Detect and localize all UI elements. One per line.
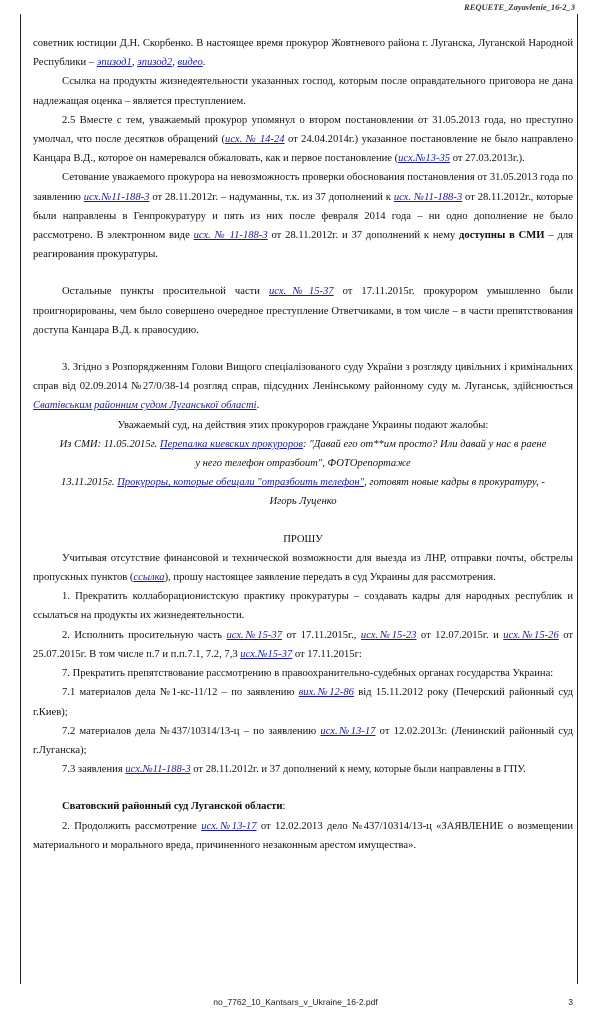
paragraph-prosecutor: советник юстиции Д.Н. Скорбенко. В настоящее время прокурор Жовтневого района г. Луганска, Луганской Народной Республики – эпизод1, эпизод2, видео. <box>33 38 573 69</box>
link-ref-11-188-3-b[interactable]: исх. №11-188-3 <box>393 191 463 203</box>
link-ref-15-37-c[interactable]: исх.№15-37 <box>240 648 293 660</box>
link-episode1[interactable]: эпизод1 <box>96 57 132 69</box>
link-ref-11-188-3-a[interactable]: исх.№11-188-3 <box>83 191 150 203</box>
link-source[interactable]: ссылка <box>133 572 165 584</box>
paragraph-media-2: 13.11.2015г. Прокуроры, которые обещали "отразбоить телефон", готовят новые кадры в прокуратуру, - Игорь Луценко <box>61 477 545 508</box>
paragraph-complaints-intro: Уважаемый суд, на действия этих прокуроров граждане Украины подают жалобы: <box>117 419 489 431</box>
paragraph-request-intro: Учитывая отсутствие финансовой и технической возможности для выезда из ЛНР, отправки почты, обстрелы пропускных пунктов (ссылка), прошу настоящее заявление передать в суд Украины для рассмотрения. <box>33 552 573 584</box>
link-ref-13-17-a[interactable]: исх.№13-17 <box>320 725 376 737</box>
link-episode2[interactable]: эпизод2 <box>137 57 173 69</box>
paragraph-reference: Ссылка на продукты жизнедеятельности указанных господ, которым после оправдательного приговора не дана надлежащая оценка – является преступлением. <box>33 76 573 107</box>
link-ref-15-37-b[interactable]: исх.№15-37 <box>226 629 283 641</box>
footer-filename: no_7762_10_Kantsars_v_Ukraine_16-2.pdf <box>213 997 378 1007</box>
heading-request: ПРОШУ <box>283 533 323 545</box>
paragraph-continue-case: 2. Продолжить рассмотрение исх.№13-17 от 12.02.2013 дело №437/10314/13-ц «ЗАЯВЛЕНИЕ о возмещении материального и морального вреда, причиненного незаконным арестом имущества». <box>33 820 573 851</box>
link-ref-13-35[interactable]: исх.№13-35 <box>398 153 451 165</box>
link-svatove-court[interactable]: Сватівським районним судом Луганської області <box>33 400 257 412</box>
paragraph-3-order: 3. Згідно з Розпорядженням Голови Вищого спеціалізованого суду України з розгляду цивільних і кримінальних справ від 02.09.2014 №27/0/38-14 розгляд справ, підсудних Ленінському районному суду м. Луганськ, здійснюється Сватівським районним судом Луганської області. <box>33 362 573 412</box>
paragraph-2-5: 2.5 Вместе с тем, уважаемый прокурор упомянул о втором постановлении от 31.05.2013 года, но преступно умолчал, что после десятков обращений (исх. № 14-24 от 24.04.2014г.) указанное постановление не было направлено Канцара В.Д., которое он намеревался обжаловать, как и первое постановление (исх.№13-35 от 27.03.2013г.). <box>33 114 573 165</box>
link-video[interactable]: видео <box>177 57 203 69</box>
paragraph-request-1: 1. Прекратить коллаборационистскую практику прокуратуры – создавать кадры для народных республик и ссылаться на продукты их жизнедеятельности. <box>33 591 573 622</box>
link-ref-11-188-3-d[interactable]: исх.№11-188-3 <box>125 764 191 776</box>
document-code: REQUETE_Zayavlenie_16-2_3 <box>464 2 575 12</box>
paragraph-item-7: 7. Прекратить препятствование рассмотрению в правоохранительно-судебных органах государства Украина: <box>62 668 554 680</box>
paragraph-complaint: Сетование уважаемого прокурора на невозможность проверки обоснования постановления от 31.05.2013 года по заявлению исх.№11-188-3 от 28.11.2012г. – надуманны, т.к. из 37 дополнений к исх. №11-188-3 от 28.11.2012г., которые были направлены в Генпрокуратуру и пять из них после февраля 2014 года – ни одно дополнение не было рассмотрено. В электронном виде исх. № 11-188-3 от 28.11.2012г. и 37 дополнений к нему доступны в СМИ – для реагирования прокуратуры. <box>33 172 573 261</box>
link-ref-15-23[interactable]: исх.№15-23 <box>360 629 417 641</box>
paragraph-request-2: 2. Исполнить просительную часть исх.№15-37 от 17.11.2015г., исх.№15-23 от 12.07.2015г. и исх.№15-26 от 25.07.2015г. В том числе п.7 и п.п.7.1, 7.2, 7,3 исх.№15-37 от 17.11.2015г: <box>33 629 574 660</box>
link-ref-11-188-3-c[interactable]: исх. № 11-188-3 <box>193 230 268 242</box>
link-media-2[interactable]: Прокуроры, которые обещали "отразбоить телефон" <box>117 477 365 489</box>
link-ref-14-24[interactable]: исх. № 14-24 <box>225 134 285 146</box>
link-ref-12-86[interactable]: вих.№12-86 <box>298 687 354 699</box>
link-ref-13-17-b[interactable]: исх.№13-17 <box>201 820 257 832</box>
link-ref-15-26[interactable]: исх.№15-26 <box>503 629 559 641</box>
document-body <box>33 34 573 855</box>
page-number: 3 <box>568 997 573 1007</box>
paragraph-remaining-points: Остальные пункты просительной части исх.№15-37 от 17.11.2015г. прокурором умышленно были проигнорированы, чем было совершено очередное преступление Ответчиками, в том числе – в части препятствования доступа Канцара В.Д. к правосудию. <box>33 286 573 336</box>
paragraph-media-1: Из СМИ: 11.05.2015г. Перепалка киевских прокуроров: "Давай его от**им просто? Или давай у нас в раене у него телефон отразбоит", ФОТОрепортаже <box>59 438 547 470</box>
link-media-1[interactable]: Перепалка киевских прокуроров <box>159 438 304 450</box>
link-ref-15-37-a[interactable]: исх.№15-37 <box>268 286 334 298</box>
paragraph-item-7-2: 7.2 материалов дела №437/10314/13-ц – по заявлению исх.№13-17 от 12.02.2013г. (Ленинский районный суд г.Луганска); <box>33 725 573 756</box>
paragraph-svatove-heading: Сватовский районный суд Луганской области: <box>62 801 286 813</box>
paragraph-item-7-3: 7.3 заявления исх.№11-188-3 от 28.11.2012г. и 37 дополнений к нему, которые были направлены в ГПУ. <box>62 764 526 776</box>
paragraph-item-7-1: 7.1 материалов дела №1-кс-11/12 – по заявлению вих.№12-86 від 15.11.2012 року (Печерский районный суд г.Киев); <box>33 687 574 718</box>
